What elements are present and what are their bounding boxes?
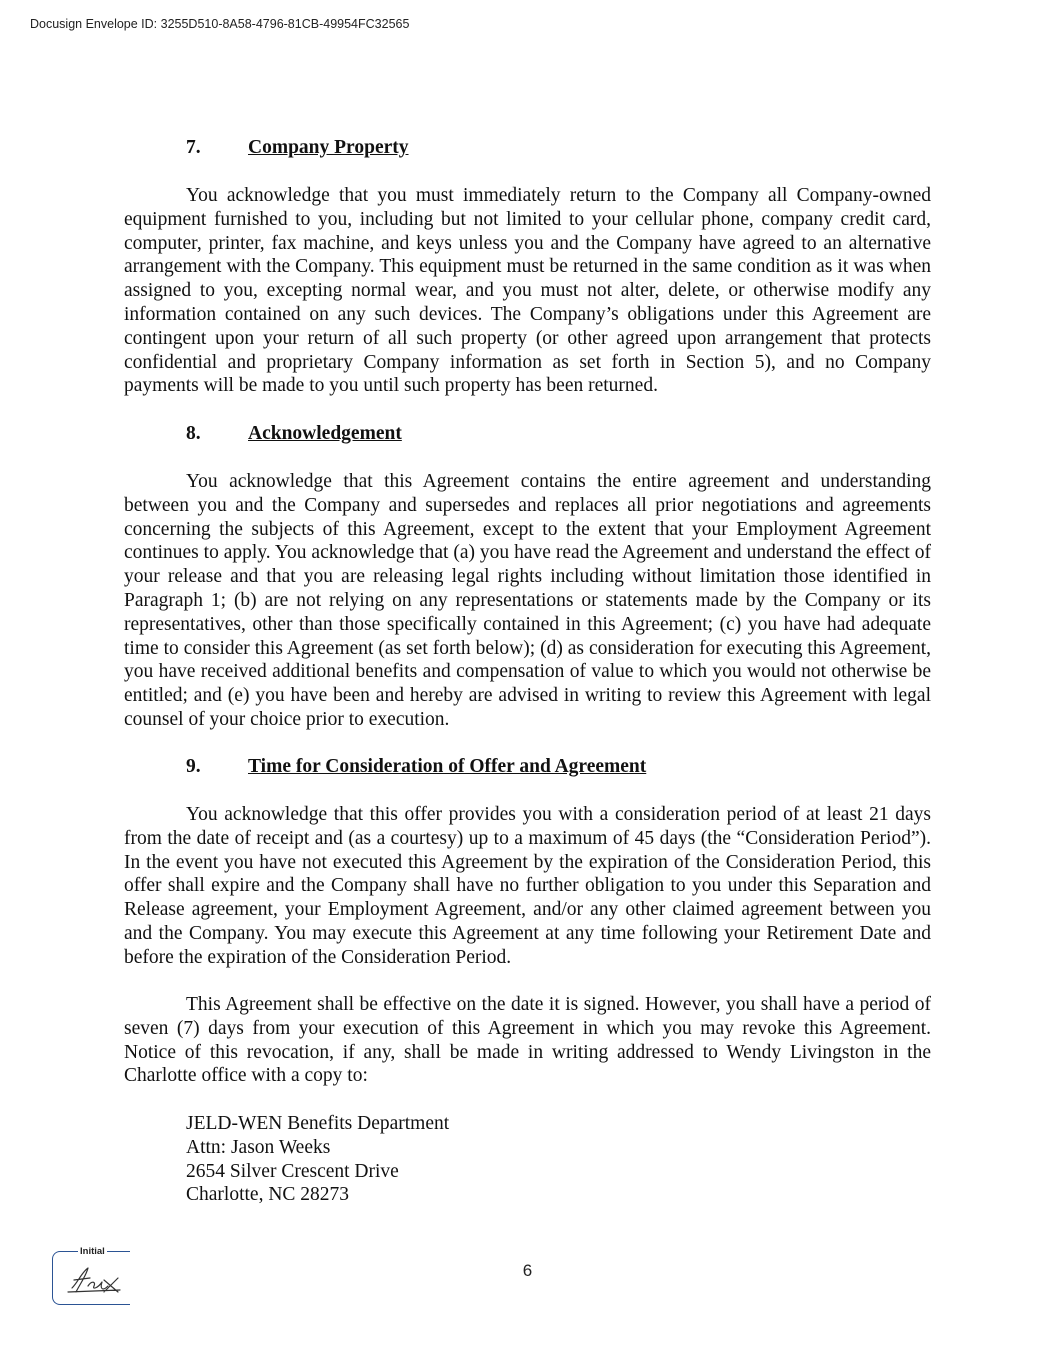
section-7-heading — [186, 136, 931, 160]
address-line: 2654 Silver Crescent Drive — [186, 1160, 399, 1182]
section-8-heading — [186, 422, 931, 446]
section-number: 7. — [186, 137, 201, 158]
page-number: 6 — [522, 1261, 533, 1280]
address-line: Charlotte, NC 28273 — [186, 1184, 350, 1206]
section-number: 8. — [186, 423, 201, 444]
section-9-paragraph-2: This Agreement shall be effective on the date it is signed. However, you shall have a period of seven (7) days from your execution of this Agreement in which you may revoke this Agreement. Notice of this revocation, if any, shall be made in writing addressed to Wendy Livingston in the Charlotte office with a copy to: — [124, 994, 931, 1087]
section-9-heading — [186, 755, 931, 779]
address-line: JELD-WEN Benefits Department — [186, 1113, 450, 1134]
section-title: Time for Consideration of Offer and Agreement — [248, 756, 647, 777]
section-7-paragraph: You acknowledge that you must immediately return to the Company all Company-owned equipment furnished to you, including but not limited to your cellular phone, company credit card, computer, printer, fax machine, and keys unless you and the Company have agreed to an alternative arrangement with the Company. This equipment must be returned in the same condition as it was when assigned to you, excepting normal wear, and you must not alter, delete, or otherwise modify any information contained on any such devices. The Company’s obligations under this Agreement are contingent upon your return of all such property (or other agreed upon arrangement that protects confidential and proprietary Company information as set forth in Section 5), and no Company payments will be made to you until such property has been returned. — [124, 185, 931, 397]
address-line: Attn: Jason Weeks — [186, 1136, 331, 1158]
section-number: 9. — [186, 756, 201, 777]
section-title: Company Property — [248, 137, 409, 158]
section-title: Acknowledgement — [248, 423, 402, 444]
envelope-id: Docusign Envelope ID: 3255D510-8A58-4796-81CB-49954FC32565 — [30, 17, 410, 31]
initial-label: Initial — [80, 1246, 105, 1257]
section-8-paragraph: You acknowledge that this Agreement contains the entire agreement and understanding between you and the Company and supersedes and replaces all prior negotiations and agreements concerning the subjects of this Agreement, except to the extent that your Employment Agreement continues to apply. You acknowledge that (a) you have read the Agreement and understand the effect of your release and that you are releasing legal rights including without limitation those identified in Paragraph 1; (b) are not relying on any representations or statements made by the Company or its representatives, other than those specifically contained in this Agreement; (c) you have had adequate time to consider this Agreement (as set forth below); (d) as consideration for executing this Agreement, you have received additional benefits and compensation of value to which you would not otherwise be entitled; and (e) you have been and hereby are advised in writing to review this Agreement with legal counsel of your choice prior to execution. — [124, 471, 931, 730]
address-block — [186, 1112, 449, 1207]
section-9-paragraph-1: You acknowledge that this offer provides you with a consideration period of at least 21 days from the date of receipt and (as a courtesy) up to a maximum of 45 days (the “Consideration Period”). In the event you have not executed this Agreement by the expiration of the Consideration Period, this offer shall expire and the Company shall have no further obligation to you under this Separation and Release agreement, your Employment Agreement, and/or any other claimed agreement between you and the Company. You may execute this Agreement at any time following your Retirement Date and before the expiration of the Consideration Period. — [124, 804, 931, 968]
